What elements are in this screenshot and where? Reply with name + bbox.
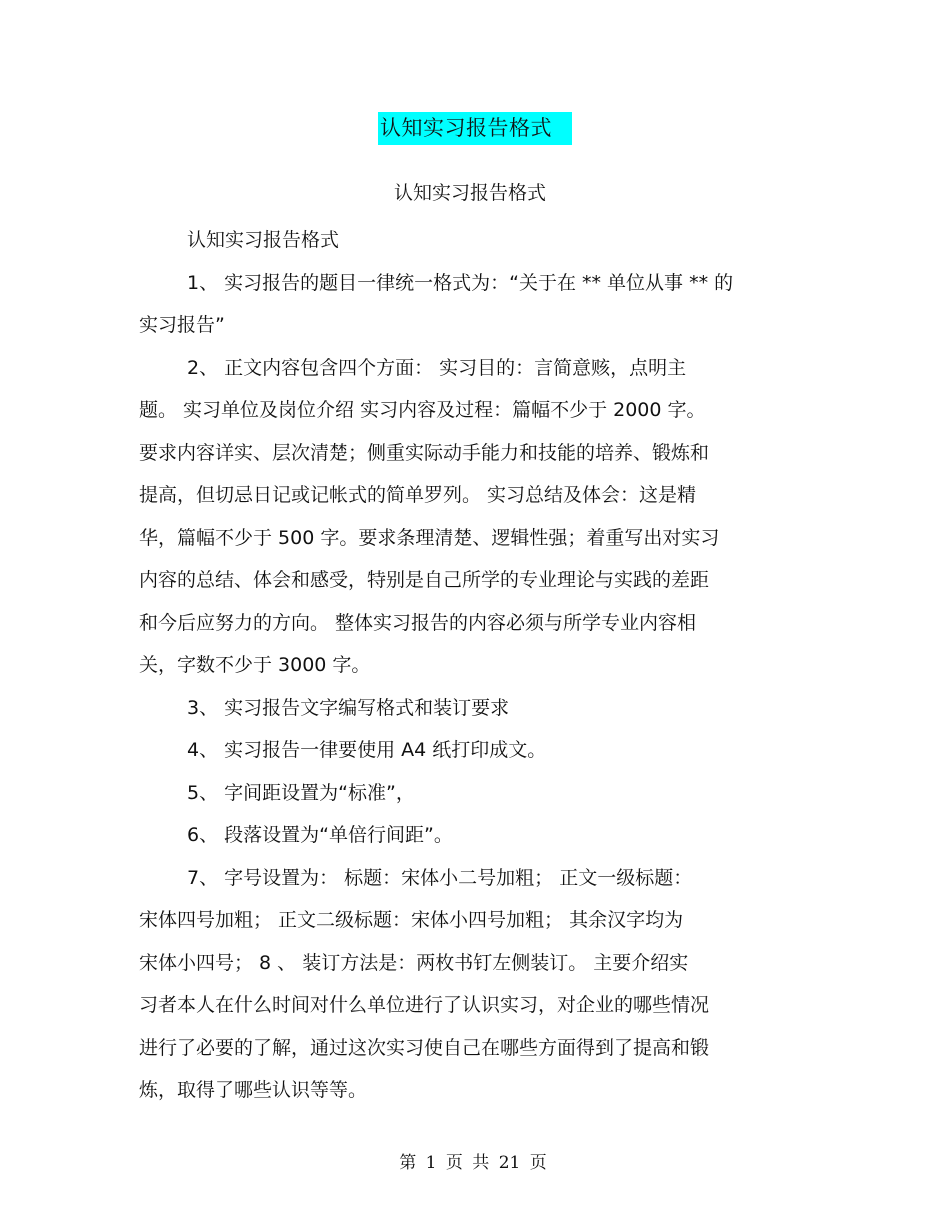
body-line: 6、 段落设置为“单倍行间距”。 bbox=[187, 824, 453, 846]
document-subtitle: 认知实习报告格式 bbox=[393, 182, 546, 204]
body-line: 题。 实习单位及岗位介绍 实习内容及过程：篇幅不少于 2000 字。 bbox=[139, 399, 706, 421]
body-line: 2、 正文内容包含四个方面： 实习目的：言简意赅，点明主 bbox=[187, 356, 687, 379]
page-number-footer: 第 1 页 共 21 页 bbox=[399, 1153, 547, 1173]
body-line: 实习报告” bbox=[139, 314, 225, 336]
body-line: 7、 字号设置为： 标题：宋体小二号加粗； 正文一级标题： bbox=[187, 866, 693, 889]
body-line: 宋体小四号； 8 、 装订方法是：两枚书钉左侧装订。 主要介绍实 bbox=[139, 951, 689, 974]
title-block bbox=[0, 112, 950, 145]
body-line: 关，字数不少于 3000 字。 bbox=[139, 654, 371, 676]
body-line: 和今后应努力的方向。 整体实习报告的内容必须与所学专业内容相 bbox=[139, 611, 697, 634]
body-line: 炼，取得了哪些认识等等。 bbox=[139, 1079, 368, 1101]
body-line: 宋体四号加粗； 正文二级标题：宋体小四号加粗； 其余汉字均为 bbox=[139, 909, 684, 931]
body-line: 提高，但切忌日记或记帐式的简单罗列。 实习总结及体会：这是精 bbox=[139, 484, 697, 506]
body-line: 4、 实习报告一律要使用 A4 纸打印成文。 bbox=[187, 739, 547, 761]
body-line: 华，篇幅不少于 500 字。要求条理清楚、逻辑性强；着重写出对实习 bbox=[139, 526, 720, 549]
body-line: 习者本人在什么时间对什么单位进行了认识实习，对企业的哪些情况 bbox=[139, 994, 710, 1016]
body-line: 1、 实习报告的题目一律统一格式为：“关于在 ** 单位从事 ** 的 bbox=[187, 271, 734, 294]
document-body bbox=[139, 219, 819, 1112]
body-line: 3、 实习报告文字编写格式和装订要求 bbox=[187, 696, 510, 719]
body-line: 要求内容详实、层次清楚；侧重实际动手能力和技能的培养、锻炼和 bbox=[139, 441, 710, 464]
body-line: 进行了必要的了解，通过这次实习使自己在哪些方面得到了提高和锻 bbox=[139, 1036, 710, 1059]
body-line: 认知实习报告格式 bbox=[187, 229, 340, 251]
document-title: 认知实习报告格式 bbox=[378, 112, 572, 145]
body-line: 5、 字间距设置为“标准”， bbox=[187, 781, 415, 804]
body-line: 内容的总结、体会和感受，特别是自己所学的专业理论与实践的差距 bbox=[139, 569, 710, 591]
